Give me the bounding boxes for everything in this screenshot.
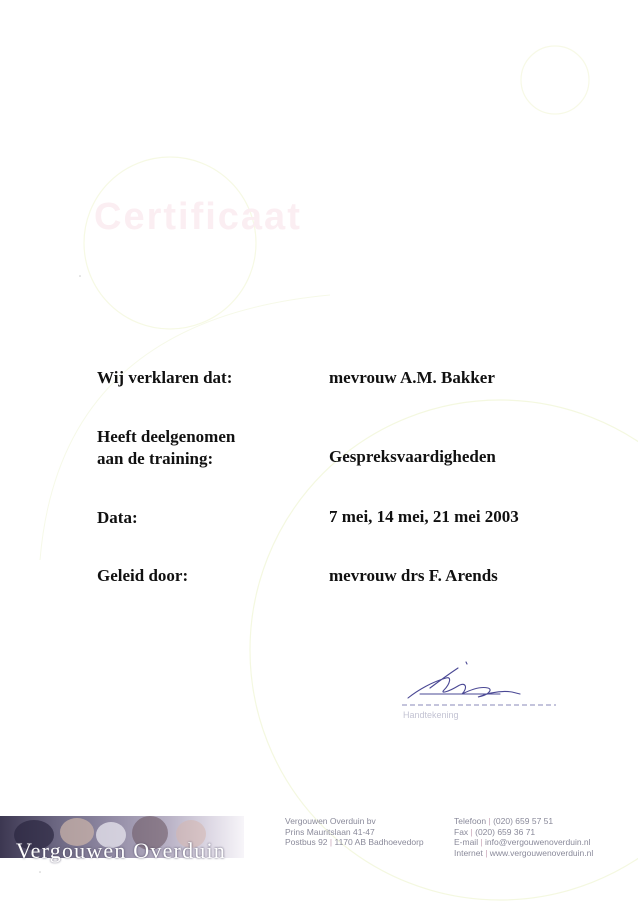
scan-dot xyxy=(79,275,81,277)
fax-line xyxy=(454,827,593,838)
company-postbus: Postbus 92 xyxy=(285,837,328,847)
company-name: Vergouwen Overduin bv xyxy=(285,816,376,826)
separator: | xyxy=(485,847,490,858)
deco-circle-medium xyxy=(84,157,256,329)
web-line xyxy=(454,848,593,859)
training-dates: 7 mei, 14 mei, 21 mei 2003 xyxy=(329,507,519,526)
phone-number: (020) 659 57 51 xyxy=(493,816,554,826)
row-label-dates xyxy=(97,507,138,529)
label-line: Heeft deelgenomen xyxy=(97,427,236,446)
phone-label: Telefoon xyxy=(454,816,487,826)
company-address xyxy=(285,816,424,848)
web-label: Internet xyxy=(454,847,483,858)
participant-name: mevrouw A.M. Bakker xyxy=(329,368,495,387)
row-label-declaration xyxy=(97,367,232,389)
label-line: Data: xyxy=(97,508,138,527)
company-contact xyxy=(454,816,593,858)
label-line: aan de training: xyxy=(97,449,214,468)
separator: | xyxy=(329,837,335,847)
label-line: Wij verklaren dat: xyxy=(97,368,233,387)
email-label: E-mail xyxy=(454,837,479,847)
phone-line xyxy=(454,816,593,827)
signature-label: Handtekening xyxy=(403,710,459,720)
separator: | xyxy=(488,816,494,826)
trainer-name: mevrouw drs F. Arends xyxy=(329,566,498,585)
email-address[interactable]: info@vergouwenoverduin.nl xyxy=(485,837,591,847)
company-street: Prins Mauritslaan 41-47 xyxy=(285,826,375,837)
separator: | xyxy=(470,826,476,837)
company-postbus-line xyxy=(285,837,424,848)
certificate-title: Certificaat xyxy=(94,196,302,238)
company-logo-text: Vergouwen Overduin xyxy=(16,838,226,863)
scan-dot xyxy=(39,871,41,873)
row-label-training xyxy=(97,426,235,470)
fax-number: (020) 659 36 71 xyxy=(475,826,536,837)
label-line: Geleid door: xyxy=(97,566,189,585)
web-address[interactable]: www.vergouwenoverduin.nl xyxy=(489,847,594,858)
separator: | xyxy=(480,837,486,847)
email-line xyxy=(454,837,593,848)
training-name: Gespreksvaardigheden xyxy=(329,447,496,466)
row-label-trainer xyxy=(97,565,188,587)
fax-label: Fax xyxy=(454,826,469,837)
signature-scribble xyxy=(408,662,520,698)
deco-circle-small xyxy=(521,46,589,114)
company-postal-city: 1170 AB Badhoevedorp xyxy=(334,837,424,847)
